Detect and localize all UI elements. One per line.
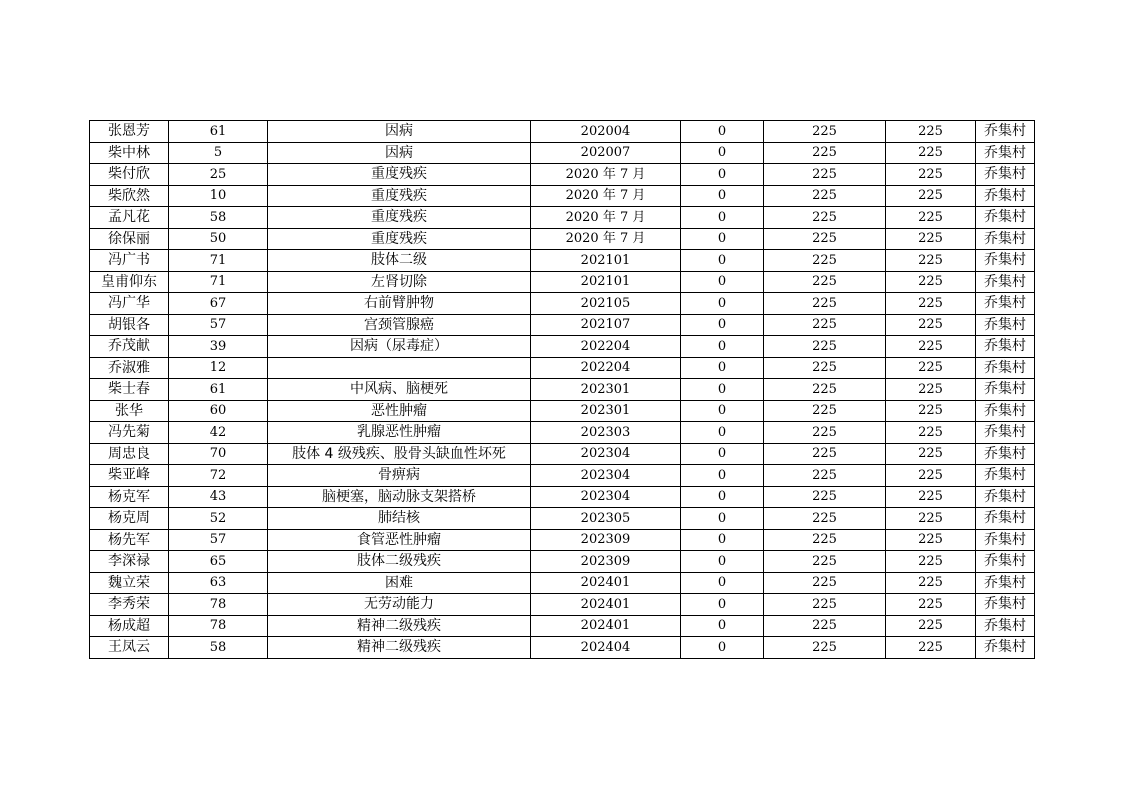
cell-amount-1: 225 (764, 185, 886, 207)
cell-zero-value: 0 (681, 164, 764, 186)
cell-date: 202105 (531, 293, 681, 315)
cell-age: 58 (169, 207, 268, 229)
cell-amount-1: 225 (764, 293, 886, 315)
cell-zero-value: 0 (681, 615, 764, 637)
cell-date: 202309 (531, 529, 681, 551)
cell-name: 冯先菊 (90, 422, 169, 444)
table-row (90, 142, 1035, 164)
cell-reason: 无劳动能力 (268, 594, 531, 616)
cell-zero-value: 0 (681, 142, 764, 164)
cell-age: 65 (169, 551, 268, 573)
table-row (90, 207, 1035, 229)
cell-date: 202204 (531, 357, 681, 379)
cell-age: 5 (169, 142, 268, 164)
cell-amount-1: 225 (764, 142, 886, 164)
cell-reason: 恶性肿瘤 (268, 400, 531, 422)
table-row (90, 185, 1035, 207)
cell-amount-2: 225 (886, 164, 976, 186)
cell-date: 2020 年 7 月 (531, 207, 681, 229)
table-row (90, 529, 1035, 551)
cell-date: 2020 年 7 月 (531, 228, 681, 250)
cell-zero-value: 0 (681, 207, 764, 229)
table-row (90, 250, 1035, 272)
cell-amount-2: 225 (886, 594, 976, 616)
cell-village: 乔集村 (976, 185, 1035, 207)
cell-zero-value: 0 (681, 486, 764, 508)
cell-age: 70 (169, 443, 268, 465)
table-row (90, 293, 1035, 315)
cell-amount-1: 225 (764, 357, 886, 379)
table-row (90, 379, 1035, 401)
cell-amount-2: 225 (886, 142, 976, 164)
cell-zero-value: 0 (681, 551, 764, 573)
cell-amount-2: 225 (886, 228, 976, 250)
cell-zero-value: 0 (681, 379, 764, 401)
cell-reason: 重度残疾 (268, 164, 531, 186)
cell-reason: 肢体二级残疾 (268, 551, 531, 573)
cell-reason: 重度残疾 (268, 228, 531, 250)
cell-age: 43 (169, 486, 268, 508)
cell-reason: 精神二级残疾 (268, 637, 531, 659)
cell-amount-1: 225 (764, 400, 886, 422)
cell-zero-value: 0 (681, 637, 764, 659)
table-row (90, 637, 1035, 659)
cell-date: 202305 (531, 508, 681, 530)
cell-amount-1: 225 (764, 336, 886, 358)
cell-name: 皇甫仰东 (90, 271, 169, 293)
table-row (90, 572, 1035, 594)
cell-zero-value: 0 (681, 185, 764, 207)
cell-name: 徐保丽 (90, 228, 169, 250)
cell-amount-2: 225 (886, 422, 976, 444)
cell-zero-value: 0 (681, 508, 764, 530)
cell-amount-1: 225 (764, 637, 886, 659)
cell-amount-2: 225 (886, 314, 976, 336)
cell-date: 202204 (531, 336, 681, 358)
cell-age: 60 (169, 400, 268, 422)
table-row (90, 615, 1035, 637)
cell-amount-2: 225 (886, 637, 976, 659)
cell-village: 乔集村 (976, 443, 1035, 465)
cell-date: 202304 (531, 443, 681, 465)
cell-name: 柴中林 (90, 142, 169, 164)
cell-village: 乔集村 (976, 465, 1035, 487)
cell-date: 2020 年 7 月 (531, 185, 681, 207)
cell-zero-value: 0 (681, 293, 764, 315)
cell-reason: 因病（尿毒症） (268, 336, 531, 358)
cell-date: 202007 (531, 142, 681, 164)
cell-name: 胡银各 (90, 314, 169, 336)
cell-age: 50 (169, 228, 268, 250)
table-row (90, 121, 1035, 143)
cell-zero-value: 0 (681, 465, 764, 487)
cell-village: 乔集村 (976, 314, 1035, 336)
cell-amount-2: 225 (886, 400, 976, 422)
table-row (90, 314, 1035, 336)
cell-amount-2: 225 (886, 486, 976, 508)
cell-age: 57 (169, 314, 268, 336)
cell-age: 57 (169, 529, 268, 551)
cell-amount-1: 225 (764, 271, 886, 293)
table-row (90, 443, 1035, 465)
cell-village: 乔集村 (976, 293, 1035, 315)
cell-age: 61 (169, 379, 268, 401)
table-row (90, 486, 1035, 508)
cell-name: 周忠良 (90, 443, 169, 465)
table-row (90, 336, 1035, 358)
cell-date: 202304 (531, 465, 681, 487)
cell-amount-1: 225 (764, 121, 886, 143)
cell-village: 乔集村 (976, 572, 1035, 594)
cell-amount-1: 225 (764, 314, 886, 336)
cell-name: 杨先军 (90, 529, 169, 551)
cell-date: 202401 (531, 572, 681, 594)
cell-age: 58 (169, 637, 268, 659)
cell-zero-value: 0 (681, 228, 764, 250)
cell-age: 52 (169, 508, 268, 530)
cell-amount-2: 225 (886, 207, 976, 229)
cell-zero-value: 0 (681, 271, 764, 293)
cell-village: 乔集村 (976, 486, 1035, 508)
cell-village: 乔集村 (976, 250, 1035, 272)
cell-zero-value: 0 (681, 121, 764, 143)
cell-village: 乔集村 (976, 508, 1035, 530)
cell-village: 乔集村 (976, 637, 1035, 659)
cell-amount-2: 225 (886, 572, 976, 594)
table-row (90, 422, 1035, 444)
cell-amount-2: 225 (886, 185, 976, 207)
cell-amount-2: 225 (886, 508, 976, 530)
cell-village: 乔集村 (976, 551, 1035, 573)
cell-reason: 右前臂肿物 (268, 293, 531, 315)
cell-amount-2: 225 (886, 529, 976, 551)
cell-village: 乔集村 (976, 379, 1035, 401)
cell-village: 乔集村 (976, 400, 1035, 422)
cell-amount-2: 225 (886, 357, 976, 379)
table-row (90, 594, 1035, 616)
cell-reason: 脑梗塞，脑动脉支架搭桥 (268, 486, 531, 508)
cell-name: 王凤云 (90, 637, 169, 659)
cell-age: 12 (169, 357, 268, 379)
cell-reason: 因病 (268, 121, 531, 143)
cell-date: 202004 (531, 121, 681, 143)
table-row (90, 551, 1035, 573)
cell-name: 柴付欣 (90, 164, 169, 186)
cell-age: 42 (169, 422, 268, 444)
cell-name: 乔茂献 (90, 336, 169, 358)
cell-reason: 骨痹病 (268, 465, 531, 487)
cell-amount-1: 225 (764, 465, 886, 487)
cell-amount-2: 225 (886, 271, 976, 293)
cell-village: 乔集村 (976, 529, 1035, 551)
cell-reason: 左肾切除 (268, 271, 531, 293)
cell-amount-1: 225 (764, 379, 886, 401)
cell-amount-1: 225 (764, 615, 886, 637)
cell-name: 孟凡花 (90, 207, 169, 229)
cell-name: 杨克军 (90, 486, 169, 508)
cell-amount-1: 225 (764, 250, 886, 272)
cell-amount-2: 225 (886, 379, 976, 401)
cell-reason (268, 357, 531, 379)
cell-date: 202301 (531, 379, 681, 401)
cell-reason: 肺结核 (268, 508, 531, 530)
cell-amount-1: 225 (764, 572, 886, 594)
cell-age: 63 (169, 572, 268, 594)
cell-date: 202107 (531, 314, 681, 336)
cell-reason: 肢体 4 级残疾、股骨头缺血性坏死 (268, 443, 531, 465)
cell-reason: 食管恶性肿瘤 (268, 529, 531, 551)
cell-name: 魏立荣 (90, 572, 169, 594)
cell-amount-1: 225 (764, 529, 886, 551)
cell-age: 78 (169, 594, 268, 616)
cell-reason: 中风病、脑梗死 (268, 379, 531, 401)
cell-village: 乔集村 (976, 228, 1035, 250)
cell-name: 张恩芳 (90, 121, 169, 143)
cell-name: 柴欣然 (90, 185, 169, 207)
cell-amount-1: 225 (764, 228, 886, 250)
cell-age: 39 (169, 336, 268, 358)
cell-village: 乔集村 (976, 422, 1035, 444)
table-row (90, 465, 1035, 487)
table-row (90, 164, 1035, 186)
cell-amount-2: 225 (886, 121, 976, 143)
cell-village: 乔集村 (976, 207, 1035, 229)
cell-name: 李深禄 (90, 551, 169, 573)
cell-amount-1: 225 (764, 422, 886, 444)
cell-date: 202401 (531, 594, 681, 616)
cell-name: 杨克周 (90, 508, 169, 530)
table-body (90, 121, 1035, 659)
cell-zero-value: 0 (681, 400, 764, 422)
cell-reason: 宫颈管腺癌 (268, 314, 531, 336)
cell-age: 25 (169, 164, 268, 186)
cell-amount-2: 225 (886, 551, 976, 573)
cell-amount-1: 225 (764, 551, 886, 573)
table-row (90, 228, 1035, 250)
cell-age: 71 (169, 250, 268, 272)
cell-amount-2: 225 (886, 615, 976, 637)
cell-amount-1: 225 (764, 207, 886, 229)
cell-zero-value: 0 (681, 529, 764, 551)
cell-date: 202301 (531, 400, 681, 422)
cell-name: 柴士春 (90, 379, 169, 401)
cell-zero-value: 0 (681, 314, 764, 336)
cell-name: 乔淑雅 (90, 357, 169, 379)
cell-village: 乔集村 (976, 594, 1035, 616)
cell-zero-value: 0 (681, 250, 764, 272)
cell-age: 10 (169, 185, 268, 207)
cell-reason: 因病 (268, 142, 531, 164)
cell-reason: 重度残疾 (268, 185, 531, 207)
table-row (90, 400, 1035, 422)
cell-amount-2: 225 (886, 336, 976, 358)
cell-zero-value: 0 (681, 422, 764, 444)
cell-amount-1: 225 (764, 486, 886, 508)
cell-date: 202101 (531, 250, 681, 272)
cell-date: 202303 (531, 422, 681, 444)
cell-zero-value: 0 (681, 336, 764, 358)
cell-amount-1: 225 (764, 164, 886, 186)
cell-age: 71 (169, 271, 268, 293)
cell-name: 张华 (90, 400, 169, 422)
cell-amount-1: 225 (764, 508, 886, 530)
cell-amount-1: 225 (764, 443, 886, 465)
cell-village: 乔集村 (976, 164, 1035, 186)
cell-name: 杨成超 (90, 615, 169, 637)
cell-date: 202404 (531, 637, 681, 659)
cell-village: 乔集村 (976, 271, 1035, 293)
cell-date: 202304 (531, 486, 681, 508)
cell-date: 202101 (531, 271, 681, 293)
table-row (90, 508, 1035, 530)
cell-zero-value: 0 (681, 443, 764, 465)
cell-age: 72 (169, 465, 268, 487)
cell-village: 乔集村 (976, 142, 1035, 164)
cell-name: 李秀荣 (90, 594, 169, 616)
cell-name: 冯广书 (90, 250, 169, 272)
cell-amount-2: 225 (886, 465, 976, 487)
cell-reason: 乳腺恶性肿瘤 (268, 422, 531, 444)
cell-name: 冯广华 (90, 293, 169, 315)
cell-village: 乔集村 (976, 121, 1035, 143)
beneficiary-table (89, 120, 1035, 659)
cell-name: 柴亚峰 (90, 465, 169, 487)
cell-village: 乔集村 (976, 615, 1035, 637)
cell-zero-value: 0 (681, 594, 764, 616)
table-row (90, 357, 1035, 379)
table-row (90, 271, 1035, 293)
cell-age: 78 (169, 615, 268, 637)
cell-reason: 肢体二级 (268, 250, 531, 272)
cell-village: 乔集村 (976, 357, 1035, 379)
cell-date: 2020 年 7 月 (531, 164, 681, 186)
cell-amount-2: 225 (886, 443, 976, 465)
cell-amount-1: 225 (764, 594, 886, 616)
cell-age: 61 (169, 121, 268, 143)
cell-village: 乔集村 (976, 336, 1035, 358)
cell-amount-2: 225 (886, 250, 976, 272)
cell-amount-2: 225 (886, 293, 976, 315)
cell-reason: 精神二级残疾 (268, 615, 531, 637)
cell-zero-value: 0 (681, 357, 764, 379)
cell-reason: 重度残疾 (268, 207, 531, 229)
cell-zero-value: 0 (681, 572, 764, 594)
cell-date: 202401 (531, 615, 681, 637)
cell-age: 67 (169, 293, 268, 315)
cell-date: 202309 (531, 551, 681, 573)
cell-reason: 困难 (268, 572, 531, 594)
